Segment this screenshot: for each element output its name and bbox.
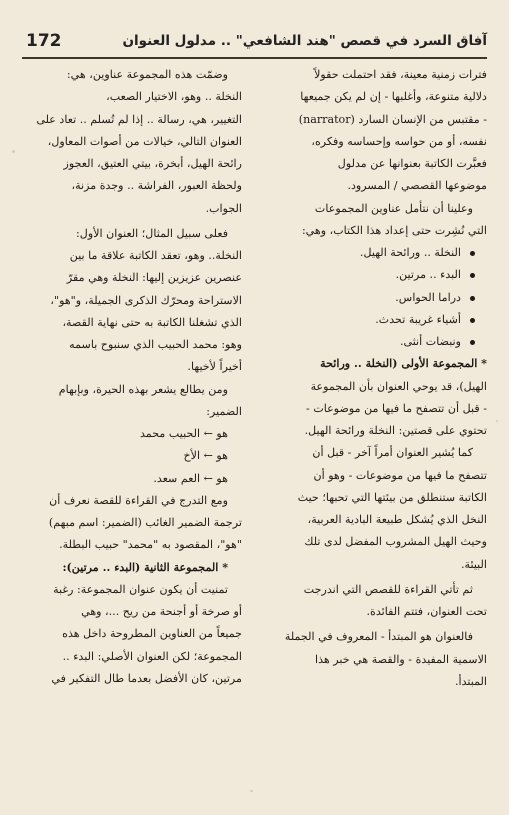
text-line: - قبل أن تتصفح ما فيها من موضوعات - xyxy=(306,401,487,415)
text-line: تحتوي على قصتين: النخلة ورائحة الهيل. xyxy=(304,424,487,437)
right-text-column xyxy=(273,64,487,693)
bullet-list-item xyxy=(273,309,487,331)
bullet-text: النخلة .. ورائحة الهيل. xyxy=(359,246,461,259)
text-line: تحت العنوان، فتتم الفائدة. xyxy=(366,605,487,618)
section-heading-line: * المجموعة الأولى (النخلة .. ورائحة xyxy=(320,357,487,371)
text-line: فترات زمنية معينة، فقد احتملت حقولاً xyxy=(314,68,487,81)
text-line: موضوعها القصصي / المسرود. xyxy=(347,179,487,193)
section-heading-line: * المجموعة الثانية (البدء .. مرتين): xyxy=(62,560,228,574)
text-line: فعلى سبيل المثال؛ العنوان الأول: xyxy=(76,226,228,240)
text-line: ترجمة الضمير الغائب (الضمير: اسم مبهم) xyxy=(48,516,242,529)
text-line: التغيير، هي، رسالة .. إذا لم تُسلم .. تعاد على xyxy=(36,112,242,126)
running-title: آفاق السرد في قصص "هند الشافعي" .. مدلول العنوان xyxy=(122,33,487,49)
bullet-icon xyxy=(470,251,475,256)
bullet-icon xyxy=(470,273,475,278)
text-line: تتصفح ما فيها من موضوعات - وهو أن xyxy=(313,468,487,482)
bullet-icon xyxy=(470,340,475,345)
bullet-text: البدء .. مرتين. xyxy=(395,268,461,282)
text-line: العنوان التالي، خيالات من أصوات المعاول، xyxy=(47,134,242,148)
text-line: الضمير: xyxy=(206,404,242,418)
text-line: كما يُشير العنوان أمراً آخر - قبل أن xyxy=(312,446,473,460)
text-line: النخلة.. وهو، تعقد الكاتبة علاقة ما بين xyxy=(69,249,242,262)
page-header xyxy=(26,28,487,54)
text-line: جميعاً من العناوين المطروحة داخل هذه xyxy=(62,627,242,641)
text-line: "هو"، المقصود به "محمد" حبيب البطلة. xyxy=(59,538,242,552)
bullet-list-item xyxy=(273,242,487,264)
text-line: النخلة .. وهو، الاختيار الصعب، xyxy=(106,90,242,104)
text-line: وهو: محمد الحبيب الذي سنبوح باسمه xyxy=(69,338,242,351)
text-line: فعبَّرت الكاتبة بعنوانها عن مدلول xyxy=(337,157,487,170)
text-line: البيئة. xyxy=(461,557,487,571)
text-line: ومع التدرج في القراءة للقصة نعرف أن xyxy=(49,493,228,507)
text-line: ولحظة العبور، الفراشة .. وجدة مزنة، xyxy=(71,179,242,193)
left-text-column xyxy=(28,64,242,690)
text-line: النخل الذي يُشكل طبيعة البادية العربية، xyxy=(307,513,487,526)
text-line: التي نُشِرت حتى إعداد هذا الكتاب، وهي: xyxy=(301,223,487,237)
text-line: هو ← الأخ xyxy=(183,449,228,463)
text-line: الاسمية المفيدة - والقصة هي خبر هذا xyxy=(315,652,487,666)
bullet-text: ونبضات أنثى. xyxy=(399,335,461,348)
bullet-list-item xyxy=(273,331,487,353)
paper-speck xyxy=(250,790,253,792)
text-line: الاستراحة ومحرّك الذكرى الجميلة، و"هو"، xyxy=(50,293,242,307)
text-line: أخيراً لأخيها. xyxy=(187,360,242,374)
text-line: هو ← الحبيب محمد xyxy=(139,427,228,440)
text-line: المجموعة؛ لكن العنوان الأصلي: البدء .. xyxy=(62,649,242,663)
text-line: الكاتبة ستنطلق من بيئتها التي تحبها؛ حيث xyxy=(297,490,487,504)
bullet-icon xyxy=(470,296,475,301)
text-line: عنصرين عزيزين إليها: النخلة وهي مقرّ xyxy=(66,271,242,285)
page-number: 172 xyxy=(26,31,62,51)
bullet-list-item xyxy=(273,287,487,309)
text-line: الهيل)، قد يوحي العنوان بأن المجموعة xyxy=(310,379,487,393)
text-line: المبتدأ. xyxy=(454,674,487,688)
text-line: ثم تأتي القراءة للقصص التي اندرجت xyxy=(303,582,473,596)
paper-speck xyxy=(12,150,15,153)
text-line: - مقتبس من الإنسان السارد (narrator) xyxy=(298,112,487,126)
text-line: مرتين، كان الأفضل بعدما طال التفكير في xyxy=(51,671,242,685)
header-rule xyxy=(22,57,487,59)
text-line: نفسه، أو من حواسه وإحساسه وفكره، xyxy=(311,134,487,148)
text-line: دلالية متنوعة، وأغلبها - إن لم يكن جميعها xyxy=(300,90,487,104)
text-line: ومن يطالع يشعر بهذه الحيرة، وبإبهام xyxy=(58,382,228,396)
bullet-list-item xyxy=(273,264,487,286)
text-line: الذي تشغلنا الكاتبة به حتى نهاية القصة، xyxy=(62,315,242,329)
text-line: رائحة الهيل، أبخرة، بيتي العتيق، العجوز xyxy=(63,157,242,170)
text-line: هو ← العم سعد. xyxy=(153,471,228,485)
bullet-text: دراما الحواس. xyxy=(395,290,461,304)
paper-speck xyxy=(496,420,498,422)
text-line: فالعنوان هو المبتدأ - المعروف في الجملة xyxy=(284,630,473,644)
text-line: تمنيت أن يكون عنوان المجموعة: رغبة xyxy=(53,582,228,596)
text-line: الجواب. xyxy=(205,201,242,215)
text-line: أو صرخة أو أجنحة من ريح ...، وهي xyxy=(81,605,242,618)
text-line: وضمّت هذه المجموعة عناوين، هي: xyxy=(66,68,228,81)
text-line: وحيث الهيل المشروب المفضل لدى تلك xyxy=(304,535,487,549)
text-line: وعلينا أن نتأمل عناوين المجموعات xyxy=(314,201,473,215)
bullet-icon xyxy=(470,318,475,323)
bullet-text: أشياء غريبة تحدث. xyxy=(375,312,461,326)
